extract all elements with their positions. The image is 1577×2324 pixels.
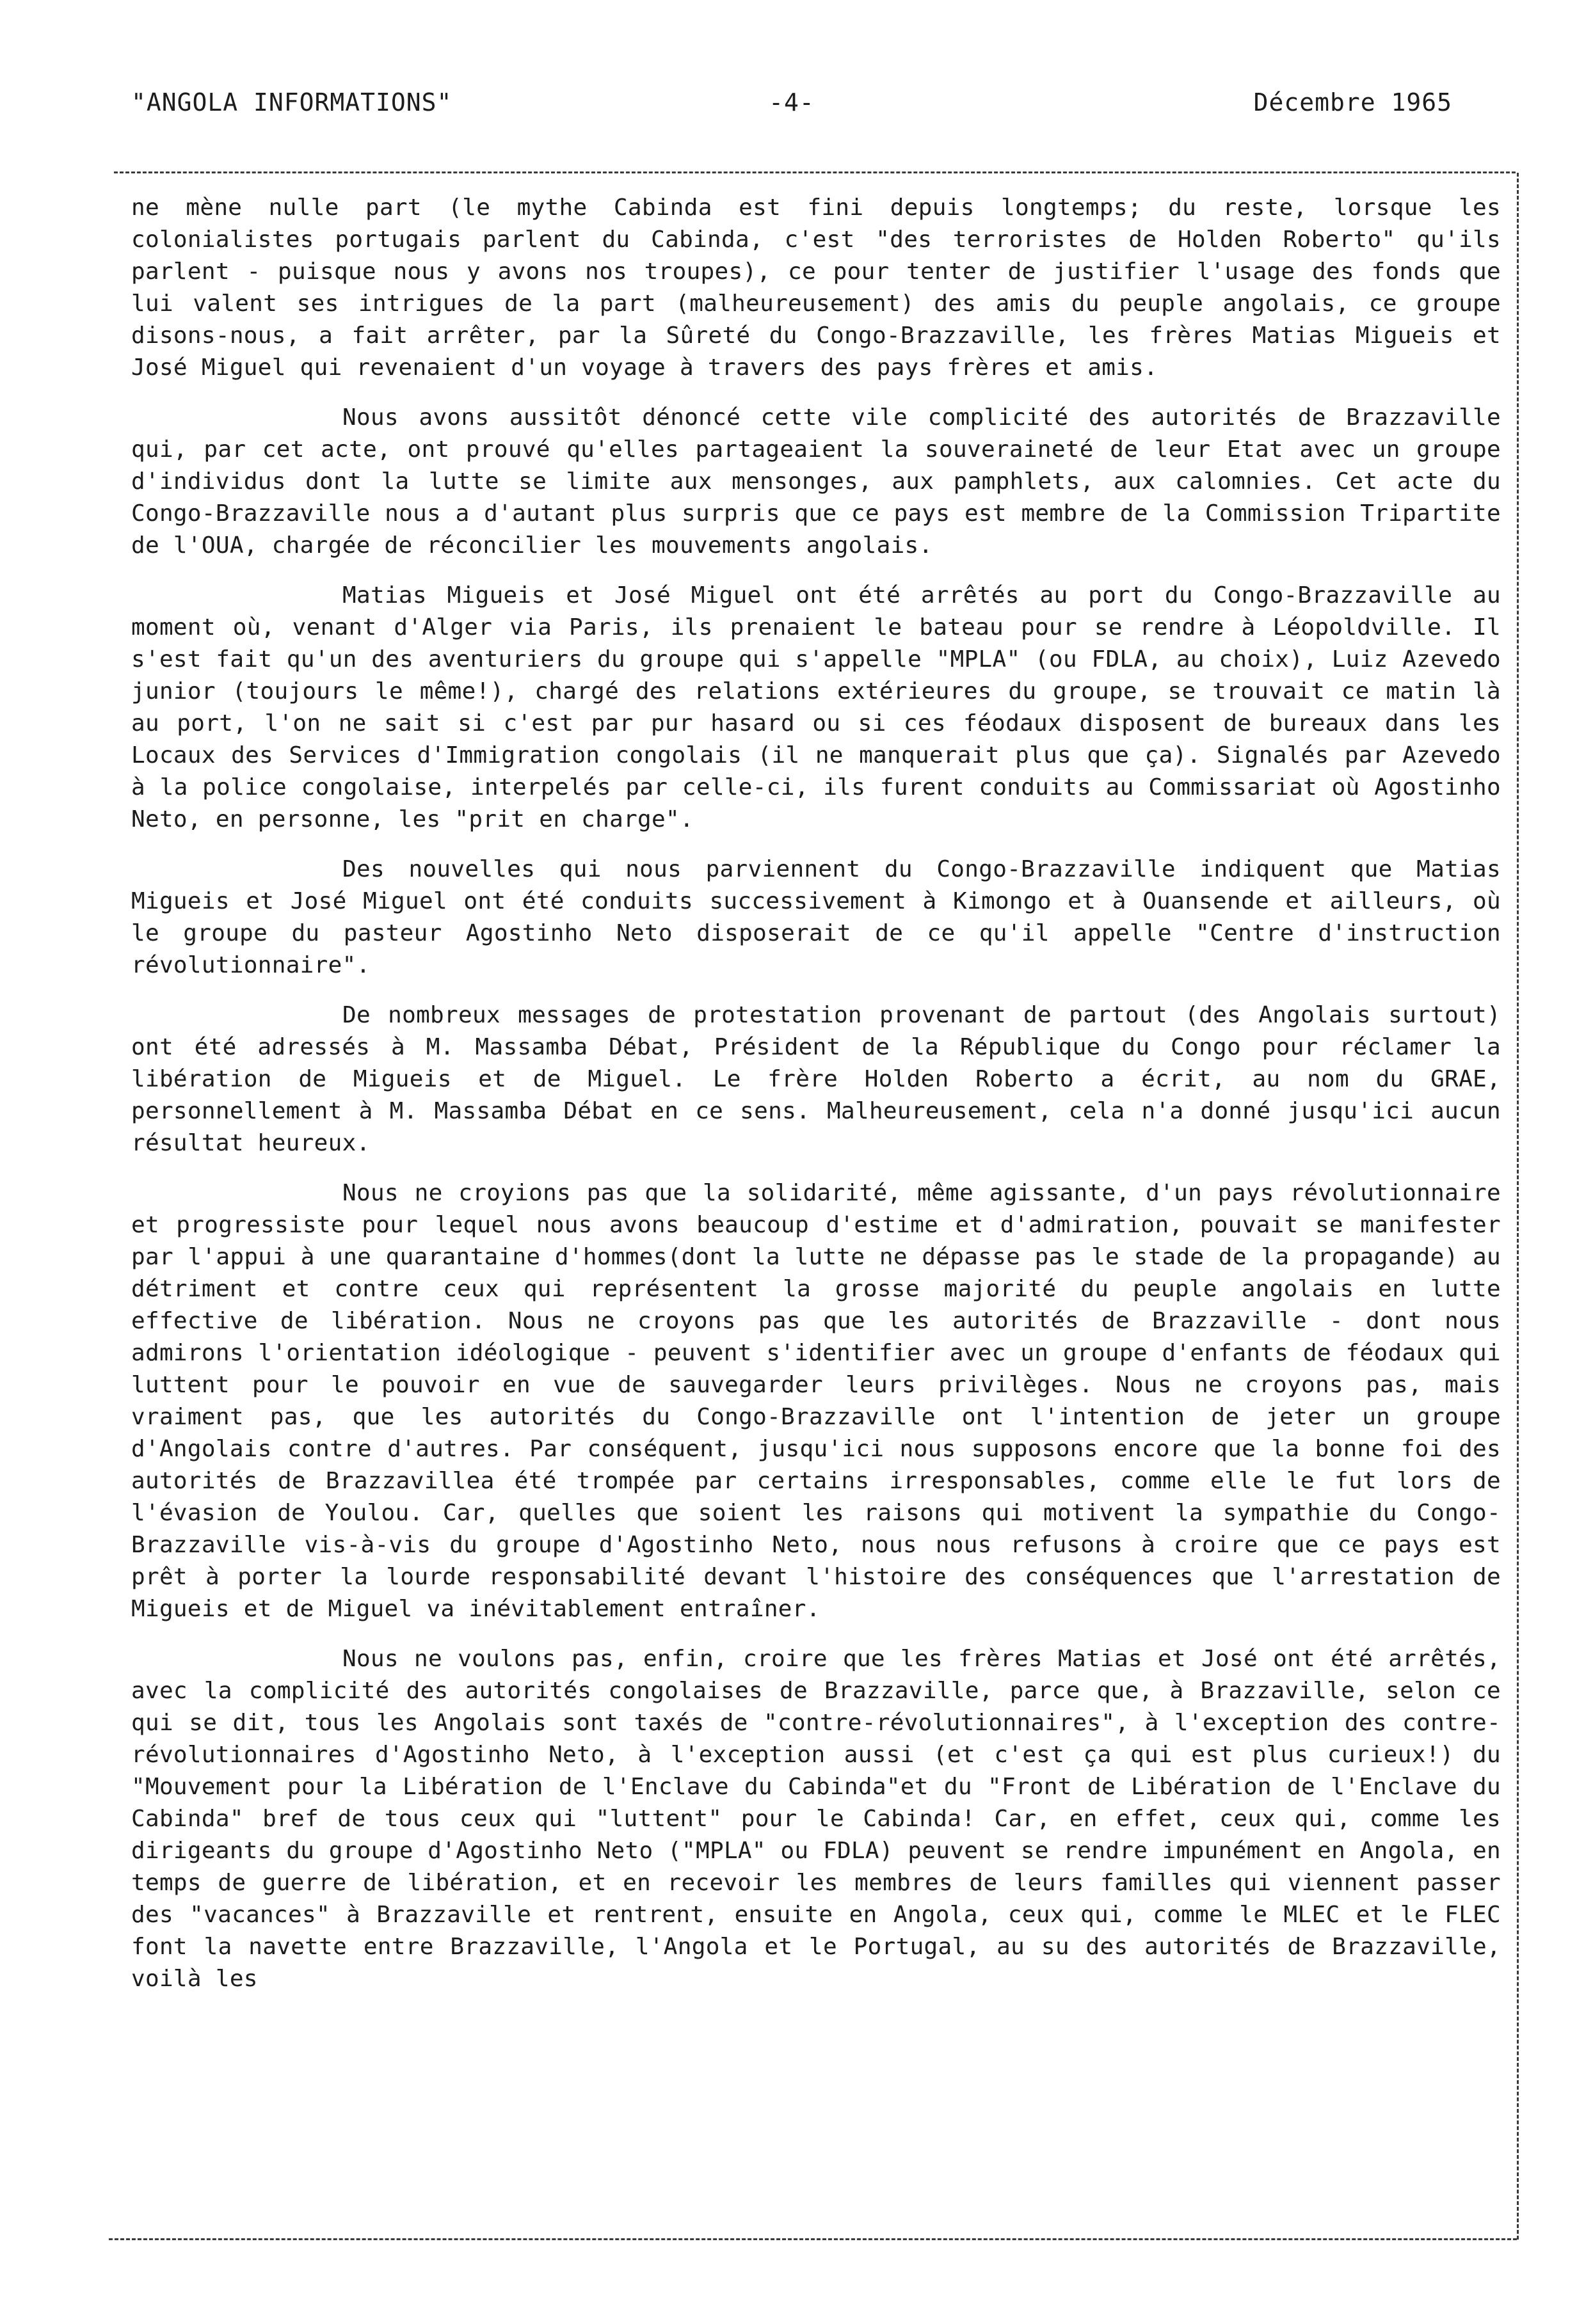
frame-bottom-rule xyxy=(109,2238,1517,2240)
article-body xyxy=(131,192,1501,2013)
paragraph-4: Des nouvelles qui nous parviennent du Congo-Brazzaville indiquent que Matias Migueis et José Miguel ont été conduits successivement à Kimongo et à Ouansende et ailleurs, où le groupe du pasteur Agostinho Neto disposerait de ce qu'il appelle "Centre d'instruction révolutionnaire". xyxy=(131,856,1501,978)
frame-right-rule xyxy=(1517,173,1519,2240)
paragraph-1: ne mène nulle part (le mythe Cabinda est fini depuis longtemps; du reste, lorsque les colonialistes portugais parlent du Cabinda, c'est "des terroristes de Holden Roberto" qu'ils parlent - puisque nous y avons nos troupes), ce pour tenter de justifier l'usage des fonds que lui valent ses intrigues de la part (malheureusement) des amis du peuple angolais, ce groupe disons-nous, a fait arrêter, par la Sûreté du Congo-Brazzaville, les frères Matias Migueis et José Miguel qui revenaient d'un voyage à travers des pays frères et amis. xyxy=(131,195,1501,381)
frame-top-rule xyxy=(114,171,1516,173)
issue-date: Décembre 1965 xyxy=(1253,88,1452,116)
page-header xyxy=(131,88,1452,127)
paragraph-5: De nombreux messages de protestation provenant de partout (des Angolais surtout) ont été adressés à M. Massamba Débat, Président de la République du Congo pour réclamer la libération de Migueis et de Miguel. Le frère Holden Roberto a écrit, au nom du GRAE, personnellement à M. Massamba Débat en ce sens. Malheureusement, cela n'a donné jusqu'ici aucun résultat heureux. xyxy=(131,1002,1501,1156)
page-number: -4- xyxy=(769,88,815,116)
paragraph-3: Matias Migueis et José Miguel ont été arrêtés au port du Congo-Brazzaville au moment où, venant d'Alger via Paris, ils prenaient le bateau pour se rendre à Léopoldville. Il s'est fait qu'un des aventuriers du groupe qui s'appelle "MPLA" (ou FDLA, au choix), Luiz Azevedo junior (toujours le même!), chargé des relations extérieures du groupe, se trouvait ce matin là au port, l'on ne sait si c'est par pur hasard ou si ces féodaux disposent de bureaux dans les Locaux des Services d'Immigration congolais (il ne manquerait plus que ça). Signalés par Azevedo à la police congolaise, interpelés par celle-ci, ils furent conduits au Commissariat où Agostinho Neto, en personne, les "prit en charge". xyxy=(131,582,1501,832)
publication-title: "ANGOLA INFORMATIONS" xyxy=(131,88,452,116)
paragraph-6: Nous ne croyions pas que la solidarité, même agissante, d'un pays révolutionnaire et progressiste pour lequel nous avons beaucoup d'estime et d'admiration, pouvait se manifester par l'appui à une quarantaine d'hommes(dont la lutte ne dépasse pas le stade de la propagande) au détriment et contre ceux qui représentent la grosse majorité du peuple angolais en lutte effective de libération. Nous ne croyons pas que les autorités de Brazzaville - dont nous admirons l'orientation idéologique - peuvent s'identifier avec un groupe d'enfants de féodaux qui luttent pour le pouvoir en vue de sauvegarder leurs privilèges. Nous ne croyons pas, mais vraiment pas, que les autorités du Congo-Brazzaville ont l'intention de jeter un groupe d'Angolais contre d'autres. Par conséquent, jusqu'ici nous supposons encore que la bonne foi des autorités de Brazzavillea été trompée par certains irresponsables, comme elle le fut lors de l'évasion de Youlou. Car, quelles que soient les raisons qui motivent la sympathie du Congo-Brazzaville vis-à-vis du groupe d'Agostinho Neto, nous nous refusons à croire que ce pays est prêt à porter la lourde responsabilité devant l'histoire des conséquences que l'arrestation de Migueis et de Miguel va inévitablement entraîner. xyxy=(131,1180,1501,1622)
paragraph-2: Nous avons aussitôt dénoncé cette vile complicité des autorités de Brazzaville qui, par cet acte, ont prouvé qu'elles partageaient la souveraineté de leur Etat avec un groupe d'individus dont la lutte se limite aux mensonges, aux pamphlets, aux calomnies. Cet acte du Congo-Brazzaville nous a d'autant plus surpris que ce pays est membre de la Commission Tripartite de l'OUA, chargée de réconcilier les mouvements angolais. xyxy=(131,404,1501,559)
paragraph-7: Nous ne voulons pas, enfin, croire que les frères Matias et José ont été arrêtés, avec la complicité des autorités congolaises de Brazzaville, parce que, à Brazzaville, selon ce qui se dit, tous les Angolais sont taxés de "contre-révolutionnaires", à l'exception des contre-révolutionnaires d'Agostinho Neto, à l'exception aussi (et c'est ça qui est plus curieux!) du "Mouvement pour la Libération de l'Enclave du Cabinda"et du "Front de Libération de l'Enclave du Cabinda" bref de tous ceux qui "luttent" pour le Cabinda! Car, en effet, ceux qui, comme les dirigeants du groupe d'Agostinho Neto ("MPLA" ou FDLA) peuvent se rendre impunément en Angola, en temps de guerre de libération, et en recevoir les membres de leurs familles qui viennent passer des "vacances" à Brazzaville et rentrent, ensuite en Angola, ceux qui, comme le MLEC et le FLEC font la navette entre Brazzaville, l'Angola et le Portugal, au su des autorités de Brazzaville, voilà les xyxy=(131,1646,1501,1992)
